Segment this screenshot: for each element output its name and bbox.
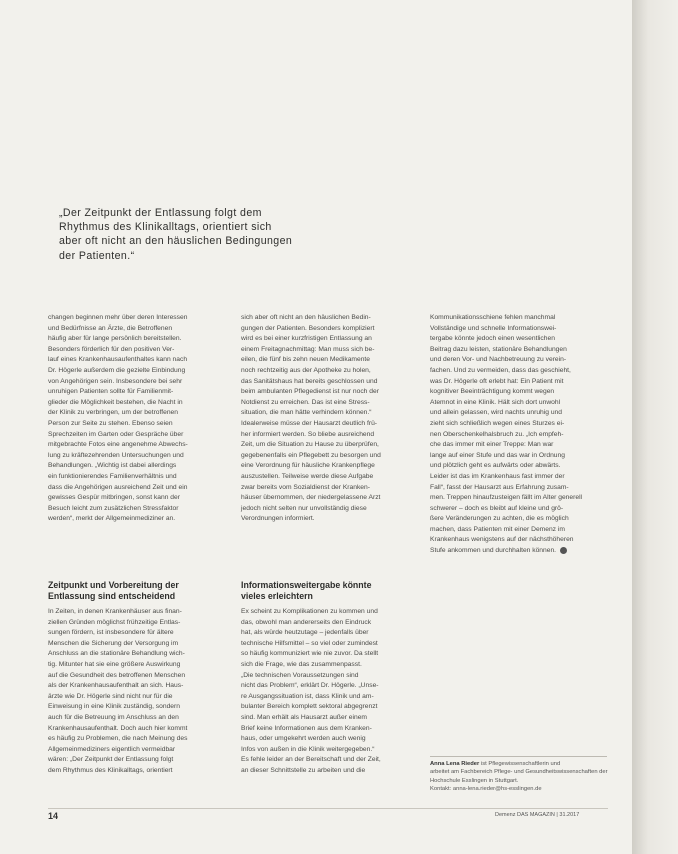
journal-name: Demenz DAS MAGAZIN | 31.2017	[495, 812, 580, 818]
column-2-lower	[241, 607, 413, 777]
column-1-lower	[48, 607, 215, 777]
end-of-article-icon	[560, 547, 567, 554]
section-heading-information: Informationsweitergabe könnte vieles erleichtern	[241, 580, 372, 601]
author-info: ist Pflegewissenschaftlerin und arbeitet am Fachbereich Pflege- und Gesundheitswissenschaften der Hochschule Esslingen in Stuttgart. Kontakt: anna-lena.rieder@hs-esslingen.de	[430, 761, 608, 793]
section-heading-entlassung: Zeitpunkt und Vorbereitung der Entlassung sind entscheidend	[48, 580, 179, 601]
pull-quote: „Der Zeitpunkt der Entlassung folgt dem Rhythmus des Klinikalltags, orientiert sich aber oft nicht an den häuslichen Bedingungen der Patienten.“	[59, 207, 293, 262]
page-number: 14	[48, 811, 59, 821]
column-1-upper	[48, 313, 215, 525]
footer-rule	[48, 808, 608, 809]
author-box	[430, 760, 610, 794]
body-text: In Zeiten, in denen Krankenhäuser aus finan- ziellen Gründen möglichst frühzeitige Entlas- sungen fördern, ist insbesondere für ältere Menschen die Sicherung der Versorgung im Anschluss an die stationäre Behandlung wich- tig. Mitunter hat sie eine größere Auswirkung auf die Gesundheit des betroffenen Menschen als der Krankenhausaufenthalt an sich. Haus- ärzte wie Dr. Högerle sind nicht nur für die Einweisung in eine Klinik zuständig, sondern auch für die Betreuung im Anschluss an den Krankenhausaufenthalt. Doch auch hier kommt es häufig zu Problemen, die nach Meinung des Allgemeinmediziners eigentlich vermeidbar wären: „Der Zeitpunkt der Entlassung folgt dem Rhythmus des Klinikalltags, orientiert	[48, 608, 188, 774]
page-edge	[632, 0, 678, 854]
column-2-upper	[241, 313, 413, 525]
body-text	[430, 313, 607, 557]
author-divider	[430, 756, 607, 757]
body-text: Ex scheint zu Komplikationen zu kommen und das, obwohl man andererseits den Eindruck hat, als würde heutzutage – jedenfalls über technische Hilfsmittel – so viel oder zumindest so häufig kommuniziert wie nie zuvor. Da stellt sich die Frage, wie das zusammenpasst. „Die technischen Voraussetzungen sind nicht das Problem“, erklärt Dr. Högerle. „Unse- re Ausgangssituation ist, dass Klinik und am- bulanter Bereich komplett sektoral abgegrenzt sind. Man erhält als Hausarzt außer einem Brief keine Informationen aus dem Kranken- haus, oder umgekehrt werden auch wenig Infos von außen in die Klinik weitergegeben.“ Es fehle leider an der Bereitschaft und der Zeit, an dieser Schnittstelle zu arbeiten und die	[241, 608, 381, 774]
author-name: Anna Lena Rieder	[430, 761, 480, 767]
body-text-col3: Kommunikationsschiene fehlen manchmal Vollständige und schnelle Informationswei- tergabe könnte jedoch einen wesentlichen Beitrag dazu leisten, stationäre Behandlungen und deren Vor- und Nachbetreuung zu verein- fachen. Und zu vermeiden, dass das geschieht, was Dr. Högerle oft erlebt hat: Ein Patient mit kognitiver Beeinträchtigung kommt wegen Atemnot in eine Klinik. Hält sich dort unwohl und allein gelassen, wird nachts unruhig und zieht sich schließlich wegen eines Sturzes ei- nen Oberschenkelhalsbruch zu. „Ich empfeh- che das immer mit einer Treppe: Man war lange auf einer Stufe und das war in Ordnung und plötzlich geht es aufwärts oder abwärts. Leider ist das im Krankenhaus fast immer der Fall“, fasst der Hausarzt aus Erfahrung zusam- men. Treppen hinaufzusteigen fällt im Alter generell schwerer – doch es bleibt auf kleine und grö- ßere Veränderungen zu achten, die es möglich machen, dass Patienten mit einer Demenz im Krankenhaus wenigstens auf der nächsthöheren Stufe ankommen und durchhalten können.	[430, 314, 583, 555]
body-text: changen beginnen mehr über deren Interessen und Bedürfnisse an Ärzte, die Betroffenen häufig aber für lange persönlich bereitstellen. Besonders förderlich für den positiven Ver- lauf eines Krankenhausaufenthaltes kann nach Dr. Högerle außerdem die gezielte Einbindung von Angehörigen sein. Insbesondere bei sehr unruhigen Patienten sollte für Familienmit- glieder die Möglichkeit bestehen, die Nacht in der Klinik zu verbringen, um der betroffenen Person zur Seite zu stehen. Ebenso seien Sprechzeiten im Garten oder Gespräche über mitgebrachte Fotos eine angenehme Abwechs- lung zu kräftezehrenden Untersuchungen und Behandlungen. „Wichtig ist dabei allerdings ein funktionierendes Familienverhältnis und dass die Angehörigen ausreichend Zeit und ein gewisses Gespür mitbringen, sonst kann der Besuch leicht zum zusätzlichen Stressfaktor werden“, merkt der Allgemeinmediziner an.	[48, 314, 188, 523]
body-text: sich aber oft nicht an den häuslichen Bedin- gungen der Patienten. Besonders kompliziert wird es bei einer kurzfristigen Entlassung an einem Freitagnachmittag: Man muss sich be- eilen, die fünf bis zehn neuen Medikamente noch rechtzeitig aus der Apotheke zu holen, das Sanitätshaus hat bereits geschlossen und beim ambulanten Pflegedienst ist nur noch der Notdienst zu erreichen. Das ist eine Stress- situation, die man hätte verhindern können.“ Idealerweise müsse der Hausarzt deutlich frü- her informiert werden. So bliebe ausreichend Zeit, um die Situation zu Hause zu überprüfen, gegebenenfalls ein Pflegebett zu besorgen und eine Verordnung für häusliche Krankenpflege auszustellen. Teilweise werde diese Aufgabe zwar bereits vom Sozialdienst der Kranken- häuser übernommen, der niedergelassene Arzt jedoch nicht selten nur unvollständig diese Verordnungen informiert.	[241, 314, 381, 523]
column-3	[430, 313, 607, 557]
